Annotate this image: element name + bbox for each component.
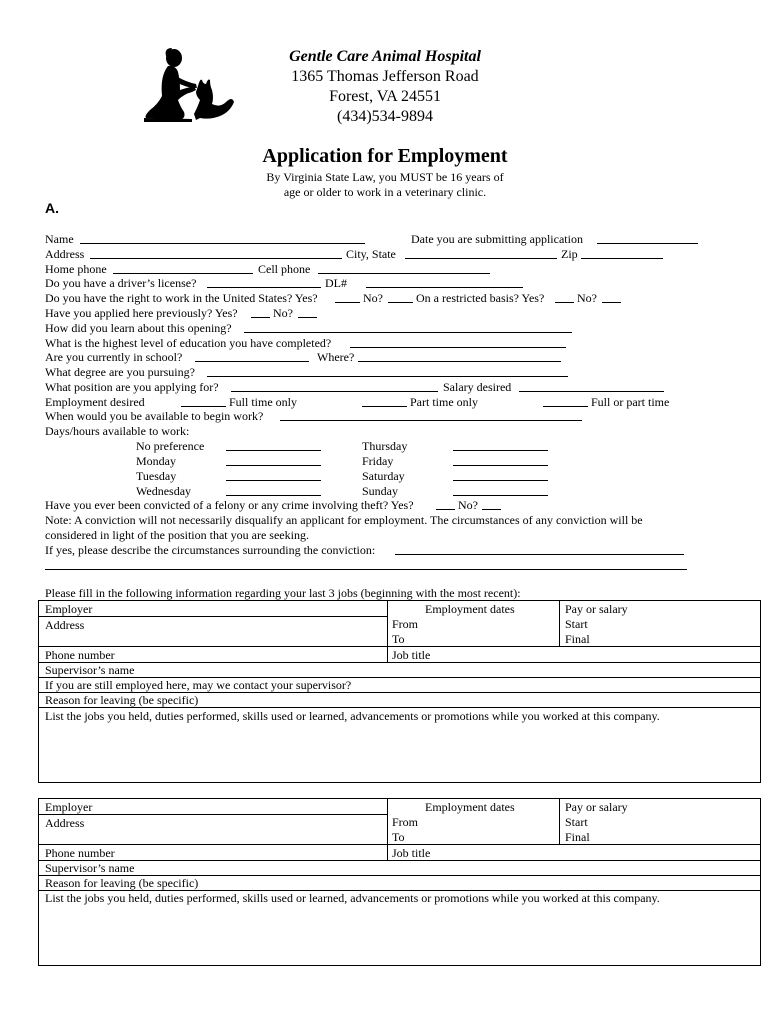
job1-list-label[interactable]: List the jobs you held, duties performed, skills used or learned, advancements or promotions while you worked at this company. [45,709,660,723]
learn-opening-label: How did you learn about this opening? [45,321,232,335]
day-field[interactable] [453,495,548,496]
felony-no-field[interactable] [482,509,501,510]
in-school-field[interactable] [195,361,309,362]
zip-field[interactable] [581,258,663,259]
drivers-license-label: Do you have a driver’s license? [45,276,197,290]
job1-phone-label[interactable]: Phone number [45,648,115,662]
job2-row-divider [38,860,761,861]
dl-number-label: DL# [325,276,347,290]
available-start-field[interactable] [280,420,582,421]
date-submitting-field[interactable] [597,243,698,244]
day-label: Sunday [362,484,398,498]
day-field[interactable] [453,450,548,451]
right-to-work-no-field[interactable] [388,302,413,303]
day-field[interactable] [226,480,321,481]
job1-to-label[interactable]: To [392,632,405,646]
job1-employer-label[interactable]: Employer [45,602,93,616]
applied-previously-label: Have you applied here previously? Yes? [45,306,238,320]
job1-row-divider [38,646,761,647]
job2-address-label[interactable]: Address [45,816,85,830]
hospital-name: Gentle Care Animal Hospital [289,48,481,65]
full-time-label: Full time only [229,395,298,409]
restricted-no-label: No? [577,291,597,305]
subtitle-line1: By Virginia State Law, you MUST be 16 years of [266,170,504,184]
job2-job-title-label[interactable]: Job title [392,846,431,860]
day-label: Wednesday [136,484,192,498]
zip-label: Zip [561,247,578,261]
felony-yes-field[interactable] [436,509,455,510]
job2-supervisor-label[interactable]: Supervisor’s name [45,861,135,875]
right-to-work-no-label: No? [363,291,383,305]
position-field[interactable] [231,391,438,392]
date-submitting-label: Date you are submitting application [411,232,583,246]
section-a-heading: A. [45,200,59,216]
job1-job-title-label[interactable]: Job title [392,648,431,662]
city-state-label: City, State [346,247,396,261]
hospital-address-line2: Forest, VA 24551 [329,88,441,105]
education-field[interactable] [350,347,566,348]
name-field[interactable] [80,243,365,244]
job1-contact-label[interactable]: If you are still employed here, may we contact your supervisor? [45,678,352,692]
job2-row-divider [38,844,761,845]
right-to-work-yes-field[interactable] [335,302,360,303]
available-start-label: When would you be available to begin work? [45,409,264,423]
name-label: Name [45,232,74,246]
home-phone-label: Home phone [45,262,107,276]
job1-supervisor-label[interactable]: Supervisor’s name [45,663,135,677]
job1-row-divider [38,707,761,708]
applied-previously-no-field[interactable] [298,317,317,318]
job1-pay-label: Pay or salary [565,602,628,616]
day-label: Friday [362,454,394,468]
job2-list-label[interactable]: List the jobs you held, duties performed, skills used or learned, advancements or promotions while you worked at this company. [45,891,660,905]
right-to-work-label: Do you have the right to work in the United States? Yes? [45,291,318,305]
job2-col-divider [387,798,388,860]
job2-col-divider [559,798,560,845]
page-title: Application for Employment [262,145,508,167]
job1-final-label[interactable]: Final [565,632,590,646]
full-or-part-label: Full or part time [591,395,670,409]
address-field[interactable] [90,258,342,259]
day-field[interactable] [226,465,321,466]
job1-employment-dates-label: Employment dates [425,602,515,616]
job2-reason-label[interactable]: Reason for leaving (be specific) [45,876,199,890]
in-school-label: Are you currently in school? [45,350,183,364]
job2-employment-dates-label: Employment dates [425,800,515,814]
job1-row-divider [38,662,761,663]
job1-row-divider [38,616,387,617]
part-time-field[interactable] [362,406,407,407]
felony-no-label: No? [458,498,478,512]
job2-phone-label[interactable]: Phone number [45,846,115,860]
conviction-describe-label: If yes, please describe the circumstances surrounding the conviction: [45,543,376,557]
city-state-field[interactable] [405,258,557,259]
conviction-describe-field-line2[interactable] [45,569,687,570]
day-field[interactable] [453,465,548,466]
degree-label: What degree are you pursuing? [45,365,195,379]
job2-employer-label[interactable]: Employer [45,800,93,814]
applied-previously-yes-field[interactable] [251,317,270,318]
days-hours-label: Days/hours available to work: [45,424,190,438]
employment-desired-label: Employment desired [45,395,145,409]
job2-pay-label: Pay or salary [565,800,628,814]
restricted-basis-label: On a restricted basis? Yes? [416,291,545,305]
conviction-note-line2: considered in light of the position that you are seeking. [45,528,309,542]
job2-row-divider [38,814,387,815]
dl-number-field[interactable] [366,287,523,288]
degree-field[interactable] [207,376,568,377]
cell-phone-label: Cell phone [258,262,311,276]
conviction-note-line1: Note: A conviction will not necessarily disqualify an applicant for employment. The circumstances of any conviction will be [45,513,643,527]
day-label: Tuesday [136,469,177,483]
job2-start-label[interactable]: Start [565,815,588,829]
jobs-intro: Please fill in the following information regarding your last 3 jobs (beginning with the most recent): [45,586,521,600]
address-label: Address [45,247,85,261]
job1-reason-label[interactable]: Reason for leaving (be specific) [45,693,199,707]
drivers-license-field[interactable] [207,287,321,288]
cell-phone-field[interactable] [318,273,490,274]
conviction-describe-field[interactable] [395,554,684,555]
full-time-field[interactable] [181,406,226,407]
hospital-phone: (434)534-9894 [337,108,433,125]
education-label: What is the highest level of education you have completed? [45,336,332,350]
hospital-address-line1: 1365 Thomas Jefferson Road [291,68,479,85]
job1-from-label[interactable]: From [392,617,419,631]
day-label: No preference [136,439,205,453]
learn-opening-field[interactable] [244,332,572,333]
school-where-label: Where? [317,350,355,364]
position-label: What position are you applying for? [45,380,219,394]
job1-start-label[interactable]: Start [565,617,588,631]
salary-desired-field[interactable] [519,391,664,392]
day-field[interactable] [226,495,321,496]
home-phone-field[interactable] [113,273,253,274]
job1-col-divider [559,600,560,647]
job1-col-divider [387,600,388,662]
job1-address-label[interactable]: Address [45,618,85,632]
applied-previously-no-label: No? [273,306,293,320]
part-time-label: Part time only [410,395,478,409]
job2-to-label[interactable]: To [392,830,405,844]
subtitle-line2: age or older to work in a veterinary clinic. [283,185,487,199]
school-where-field[interactable] [358,361,561,362]
job2-final-label[interactable]: Final [565,830,590,844]
day-field[interactable] [226,450,321,451]
day-label: Saturday [362,469,405,483]
day-label: Thursday [362,439,408,453]
full-or-part-field[interactable] [543,406,588,407]
salary-desired-label: Salary desired [443,380,512,394]
day-field[interactable] [453,480,548,481]
restricted-no-field[interactable] [602,302,621,303]
job2-from-label[interactable]: From [392,815,419,829]
day-label: Monday [136,454,176,468]
restricted-yes-field[interactable] [555,302,574,303]
felony-label: Have you ever been convicted of a felony or any crime involving theft? Yes? [45,498,414,512]
